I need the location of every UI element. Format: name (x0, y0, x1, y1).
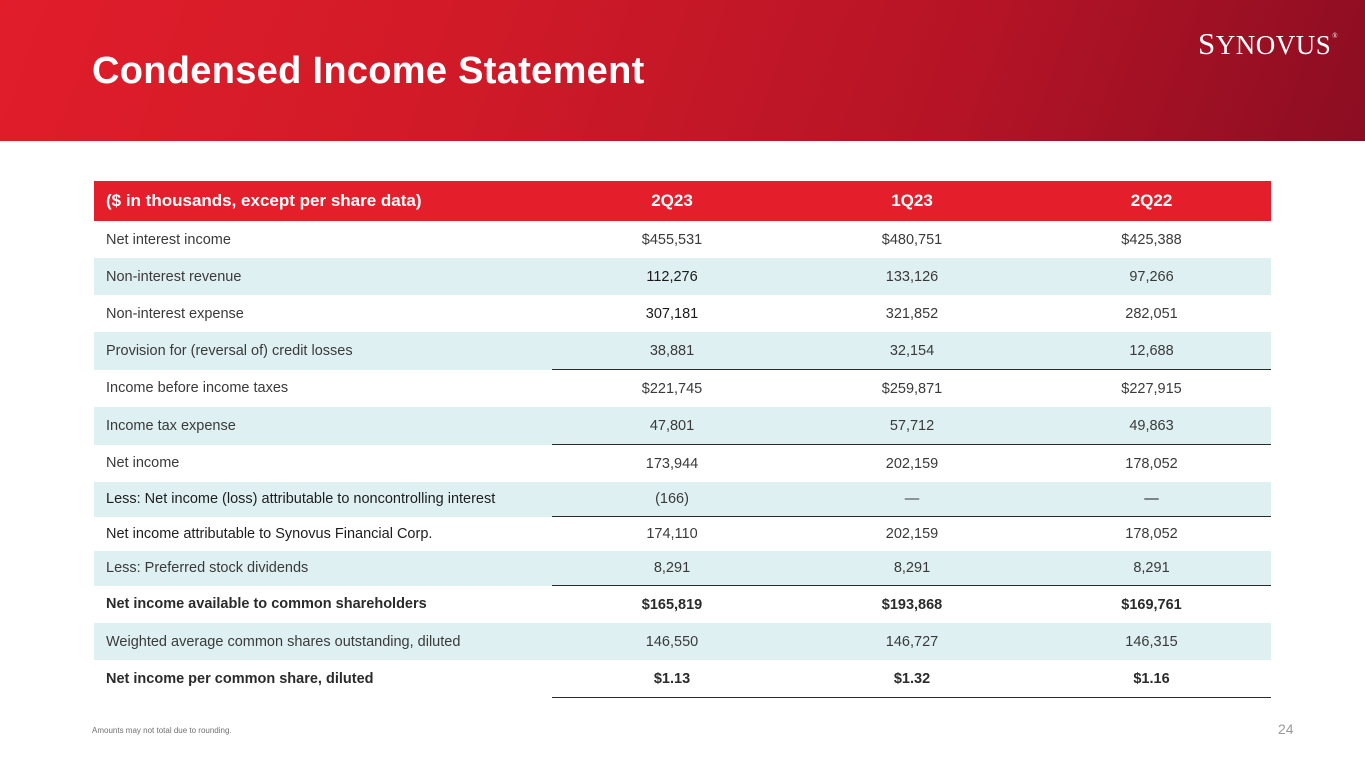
value-1q23: 202,159 (885, 455, 939, 472)
row-label: Less: Net income (loss) attributable to noncontrolling interest (94, 482, 552, 517)
value-1q23: 321,852 (885, 305, 939, 322)
value-2q22: $227,915 (1121, 380, 1182, 397)
value-1q23: 202,159 (885, 526, 939, 542)
page-number: 24 (1278, 721, 1294, 737)
value-2q23: 38,881 (552, 332, 792, 370)
title-banner (0, 0, 1365, 141)
row-noncontrolling-interest (94, 482, 1271, 517)
value-2q22: $425,388 (1121, 231, 1182, 248)
row-non-interest-revenue (94, 258, 1271, 295)
value-1q23: 133,126 (792, 258, 1032, 295)
row-label: Income before income taxes (106, 380, 289, 397)
value-2q23: 8,291 (552, 551, 792, 586)
row-preferred-dividends (94, 551, 1271, 586)
table-header-row (94, 181, 1271, 221)
value-2q22: 49,863 (1032, 407, 1271, 445)
value-2q22: 146,315 (1032, 623, 1271, 660)
value-2q23: $165,819 (641, 596, 703, 613)
value-2q23: 307,181 (645, 305, 699, 322)
value-2q23: 173,944 (645, 455, 699, 472)
value-1q23: — (792, 482, 1032, 517)
value-1q23: 8,291 (792, 551, 1032, 586)
row-label: Less: Preferred stock dividends (94, 551, 552, 586)
value-1q23: $259,871 (881, 380, 943, 397)
value-2q22: 97,266 (1032, 258, 1271, 295)
value-2q23: $1.13 (552, 660, 792, 698)
row-label: Net income (106, 455, 180, 472)
row-label: Provision for (reversal of) credit losses (94, 332, 552, 370)
row-provision-credit-losses (94, 332, 1271, 370)
row-net-income (94, 445, 1271, 483)
value-1q23: 146,727 (792, 623, 1032, 660)
value-2q22: 12,688 (1032, 332, 1271, 370)
value-2q23: $221,745 (641, 380, 703, 397)
header-description: ($ in thousands, except per share data) (94, 181, 552, 221)
row-net-income-common (94, 586, 1271, 624)
value-2q22: $169,761 (1121, 596, 1182, 613)
value-2q23: 47,801 (552, 407, 792, 445)
row-label: Net income available to common shareholders (106, 596, 427, 613)
row-label: Non-interest expense (106, 305, 244, 322)
row-net-interest-income (94, 221, 1271, 258)
row-label: Net income per common share, diluted (106, 670, 374, 687)
row-label: Weighted average common shares outstanding, diluted (94, 623, 552, 660)
value-2q23: 174,110 (646, 526, 698, 542)
value-1q23: $1.32 (792, 660, 1032, 698)
row-weighted-shares (94, 623, 1271, 660)
value-2q22: 8,291 (1032, 551, 1271, 586)
row-eps-diluted (94, 660, 1271, 698)
value-1q23: $480,751 (881, 231, 943, 248)
header-2q23: 2Q23 (552, 181, 792, 221)
row-income-tax-expense (94, 407, 1271, 445)
value-1q23: 32,154 (792, 332, 1032, 370)
value-2q22: $1.16 (1032, 660, 1271, 698)
value-2q23: $455,531 (641, 231, 703, 248)
value-2q23: 146,550 (552, 623, 792, 660)
rounding-footnote: Amounts may not total due to rounding. (92, 726, 232, 735)
row-label: Non-interest revenue (94, 258, 552, 295)
header-1q23: 1Q23 (792, 181, 1032, 221)
row-non-interest-expense (94, 295, 1271, 332)
value-1q23: $193,868 (881, 596, 943, 613)
income-statement-table (94, 181, 1271, 698)
page-title: Condensed Income Statement (92, 50, 645, 92)
value-2q23: (166) (552, 482, 792, 517)
row-net-income-attributable (94, 517, 1271, 552)
value-1q23: 57,712 (792, 407, 1032, 445)
row-label: Net income attributable to Synovus Financial Corp. (106, 525, 433, 542)
row-label: Income tax expense (94, 407, 552, 445)
synovus-logo: SYNOVUS® (1198, 26, 1339, 61)
row-label: Net interest income (106, 231, 231, 248)
value-2q22: 178,052 (1125, 455, 1178, 472)
value-2q22: 178,052 (1125, 526, 1178, 542)
row-income-before-taxes (94, 370, 1271, 408)
value-2q23: 112,276 (552, 258, 792, 295)
value-2q22: 282,051 (1125, 305, 1178, 322)
value-2q22: — (1032, 482, 1271, 517)
header-2q22: 2Q22 (1032, 181, 1271, 221)
